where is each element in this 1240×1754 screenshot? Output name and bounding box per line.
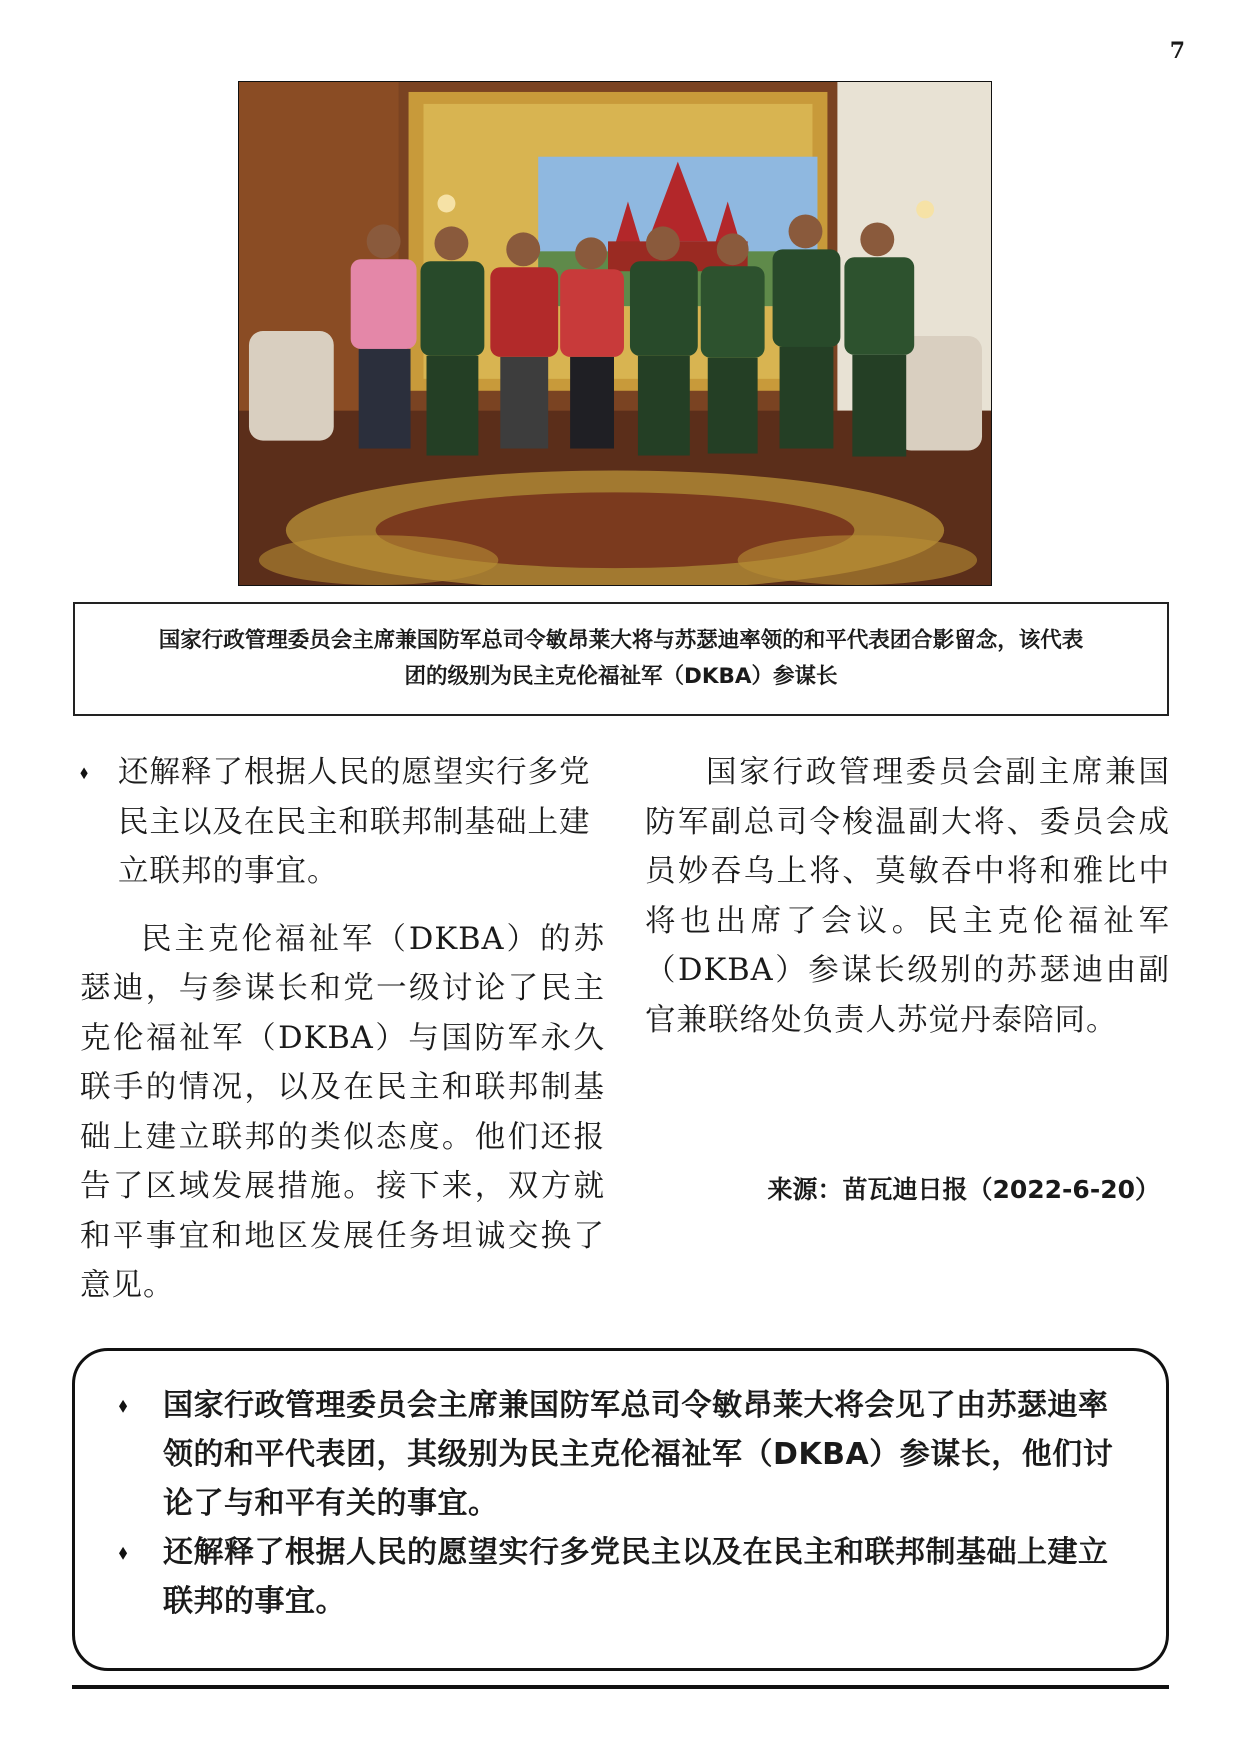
diamond-bullet-icon: ⬧	[119, 1395, 128, 1416]
diamond-bullet-icon: ⬧	[119, 1542, 128, 1563]
photo-caption	[73, 602, 1169, 716]
source-citation: 来源：苗瓦迪日报（2022-6-20）	[767, 1175, 1160, 1204]
diamond-bullet-icon: ⬧	[80, 762, 90, 783]
summary-item-text: 国家行政管理委员会主席兼国防军总司令敏昂莱大将会见了由苏瑟迪率领的和平代表团，其级别为民主克伦福祉军（DKBA）参谋长，他们讨论了与和平有关的事宜。	[163, 1388, 1114, 1521]
summary-item	[99, 1528, 1136, 1626]
caption-line-2: 团的级别为民主克伦福祉军（DKBA）参谋长	[404, 664, 838, 689]
bottom-rule	[72, 1685, 1169, 1689]
right-column	[645, 748, 1170, 1045]
group-photo-illustration	[239, 82, 991, 585]
caption-line-1: 国家行政管理委员会主席兼国防军总司令敏昂莱大将与苏瑟迪率领的和平代表团合影留念，该代表	[158, 628, 1084, 653]
page-number: 7	[1169, 38, 1185, 64]
summary-item	[99, 1381, 1136, 1528]
left-bullet-item	[80, 748, 605, 897]
summary-box	[72, 1348, 1169, 1671]
right-paragraph: 国家行政管理委员会副主席兼国防军副总司令梭温副大将、委员会成员妙吞乌上将、莫敏吞中将和雅比中将也出席了会议。民主克伦福祉军（DKBA）参谋长级别的苏瑟迪由副官兼联络处负责人苏觉丹泰陪同。	[645, 755, 1170, 1038]
group-photo	[238, 81, 992, 586]
left-column	[80, 748, 605, 1311]
summary-item-text: 还解释了根据人民的愿望实行多党民主以及在民主和联邦制基础上建立联邦的事宜。	[163, 1535, 1109, 1619]
left-paragraph: 民主克伦福祉军（DKBA）的苏瑟迪，与参谋长和党一级讨论了民主克伦福祉军（DKBA）与国防军永久联手的情况，以及在民主和联邦制基础上建立联邦的类似态度。他们还报告了区域发展措施。接下来，双方就和平事宜和地区发展任务坦诚交换了意见。	[80, 921, 605, 1303]
left-bullet-text: 还解释了根据人民的愿望实行多党民主以及在民主和联邦制基础上建立联邦的事宜。	[118, 755, 591, 889]
